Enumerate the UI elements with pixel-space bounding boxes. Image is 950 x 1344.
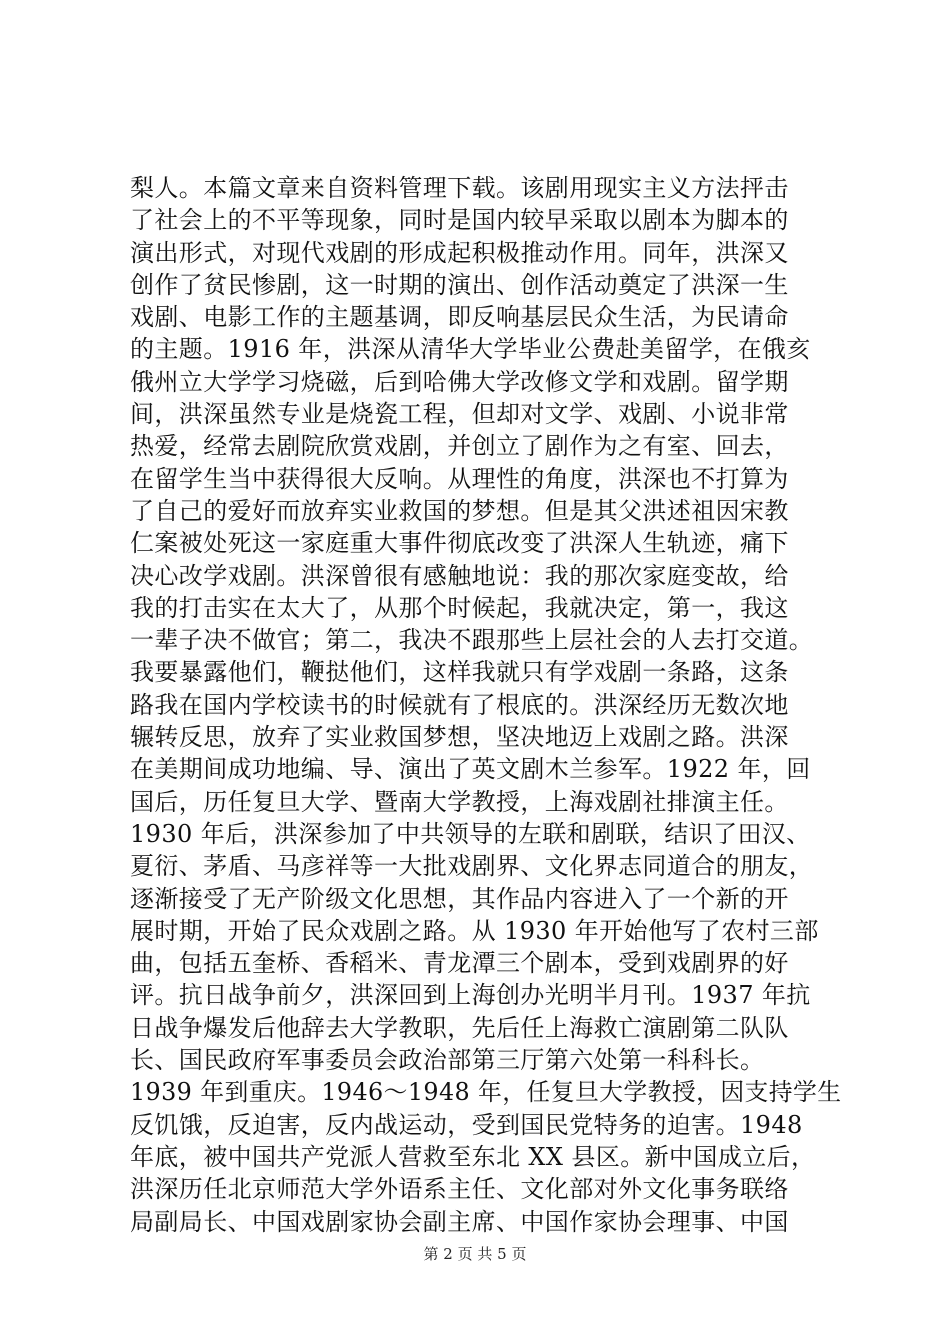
text-line: 演出形式，对现代戏剧的形成起积极推动作用。同年，洪深又 (130, 238, 789, 267)
text-line: 评。抗日战争前夕，洪深回到上海创办光明半月刊。1937 年抗 (130, 981, 811, 1010)
text-line: 创作了贫民惨剧，这一时期的演出、创作活动奠定了洪深一生 (130, 270, 789, 299)
text-line: 1939 年到重庆。1946～1948 年，任复旦大学教授，因支持学生 (130, 1078, 842, 1107)
text-line: 夏衍、茅盾、马彦祥等一大批戏剧界、文化界志同道合的朋友， (130, 852, 814, 881)
text-line: 仁案被处死这一家庭重大事件彻底改变了洪深人生轨迹，痛下 (130, 529, 789, 558)
text-line: 路我在国内学校读书的时候就有了根底的。洪深经历无数次地 (130, 690, 789, 719)
text-line: 国后，历任复旦大学、暨南大学教授，上海戏剧社排演主任。 (130, 787, 789, 816)
text-line: 展时期，开始了民众戏剧之路。从 1930 年开始他写了农村三部 (130, 916, 819, 945)
text-line: 热爱，经常去剧院欣赏戏剧，并创立了剧作为之有室、回去， (130, 432, 789, 461)
text-line: 了社会上的不平等现象，同时是国内较早采取以剧本为脚本的 (130, 206, 789, 235)
text-line: 逐渐接受了无产阶级文化思想，其作品内容进入了一个新的开 (130, 884, 789, 913)
text-line: 决心改学戏剧。洪深曾很有感触地说：我的那次家庭变故，给 (130, 561, 789, 590)
body-text (130, 172, 840, 1238)
text-line: 局副局长、中国戏剧家协会副主席、中国作家协会理事、中国 (130, 1207, 789, 1236)
text-line: 洪深历任北京师范大学外语系主任、文化部对外文化事务联络 (130, 1175, 789, 1204)
text-line: 1930 年后，洪深参加了中共领导的左联和剧联，结识了田汉、 (130, 819, 811, 848)
text-line: 间，洪深虽然专业是烧瓷工程，但却对文学、戏剧、小说非常 (130, 400, 789, 429)
text-line: 反饥饿，反迫害，反内战运动，受到国民党特务的迫害。1948 (130, 1110, 803, 1139)
text-line: 一辈子决不做官；第二，我决不跟那些上层社会的人去打交道。 (130, 626, 814, 655)
text-line: 年底，被中国共产党派人营救至东北 XX 县区。新中国成立后， (130, 1142, 816, 1171)
text-line: 在美期间成功地编、导、演出了英文剧木兰参军。1922 年，回 (130, 755, 811, 784)
page-footer: 第 2 页 共 5 页 (423, 1245, 527, 1263)
text-line: 在留学生当中获得很大反响。从理性的角度，洪深也不打算为 (130, 464, 789, 493)
text-line: 梨人。本篇文章来自资料管理下载。该剧用现实主义方法抨击 (130, 174, 789, 202)
text-line: 俄州立大学学习烧磁，后到哈佛大学改修文学和戏剧。留学期 (130, 367, 789, 396)
text-line: 我要暴露他们，鞭挞他们，这样我就只有学戏剧一条路，这条 (130, 658, 789, 687)
text-line: 我的打击实在太大了，从那个时候起，我就决定，第一，我这 (130, 593, 789, 622)
text-line: 戏剧、电影工作的主题基调，即反响基层民众生活，为民请命 (130, 303, 789, 332)
text-line: 辗转反思，放弃了实业救国梦想，坚决地迈上戏剧之路。洪深 (130, 723, 789, 752)
text-line: 日战争爆发后他辞去大学教职，先后任上海救亡演剧第二队队 (130, 1013, 789, 1042)
text-line: 的主题。1916 年，洪深从清华大学毕业公费赴美留学，在俄亥 (130, 335, 811, 364)
text-line: 曲，包括五奎桥、香稻米、青龙潭三个剧本，受到戏剧界的好 (130, 949, 789, 978)
text-line: 了自己的爱好而放弃实业救国的梦想。但是其父洪述祖因宋教 (130, 496, 789, 525)
text-line: 长、国民政府军事委员会政治部第三厅第六处第一科科长。 (130, 1046, 765, 1075)
